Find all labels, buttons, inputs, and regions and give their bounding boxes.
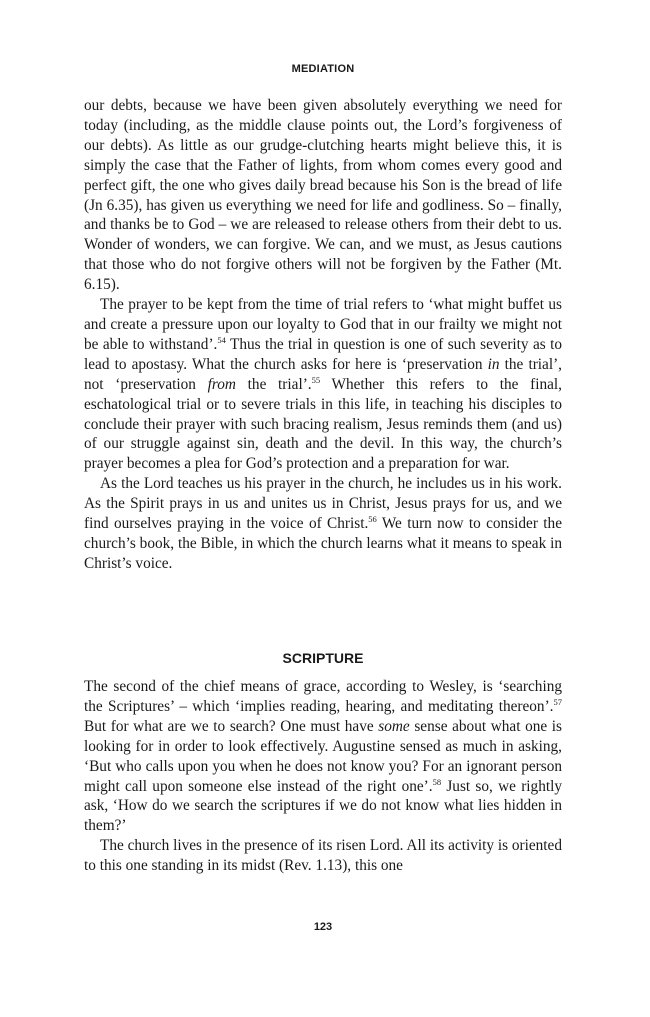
footnote-ref: 56 xyxy=(368,513,377,524)
running-head: MEDIATION xyxy=(291,63,355,75)
paragraph: our debts, because we have been given absolutely everything we need for today (including, as the middle clause points out, the Lord’s forgiveness of our debts). As little as our grudge-clutching hearts might believe this, it is simply the case that the Father of lights, from whom comes every good and perfect gift, the one who gives daily bread because his Son is the bread of life (Jn 6.35), has given us everything we need for life and godliness. So – finally, and thanks be to God – we are released to release others from their debt to us. Wonder of wonders, we can forgive. We can, and we must, as Jesus cautions that those who do not forgive others will not be forgiven by the Father (Mt. 6.15). xyxy=(84,97,562,294)
emphasis: from xyxy=(207,375,236,393)
paragraph: The second of the chief means of grace, according to Wesley, is ‘searching the Scriptures’ – which ‘implies reading, hearing, and meditating thereon’.$^{57}$ But for what are we to search? One must have some sense about what one is looking for in order to look effectively. Augustine sensed as much in asking, ‘But who calls upon you when he does not know you? For an ignorant person might call upon someone else instead of the right one’.$^{58}$ Just so, we rightly ask, ‘How do we search the scriptures if we do not know what lies hidden in them?’ xyxy=(84,678,562,835)
footnote-ref: 54 xyxy=(217,334,226,345)
paragraph: The prayer to be kept from the time of trial refers to ‘what might buffet us and create a pressure upon our loyalty to God that in our frailty we might not be able to withstand’.$^{54}$ Thus the trial in question is one of such severity as to lead to apostasy. What the church asks for here is ‘preservation in the trial’, not ‘preservation from the trial’.$^{55}$ Whether this refers to the final, eschatological trial or to severe trials in this life, in teaching his disciples to conclude their prayer with such bracing realism, Jesus reminds them (and us) of our struggle against sin, death and the devil. In this way, the church’s prayer becomes a plea for God’s protection and a preparation for war. xyxy=(84,296,563,473)
emphasis: some xyxy=(378,717,410,735)
emphasis: in xyxy=(487,355,500,373)
footnote-ref: 55 xyxy=(311,374,321,385)
footnote-ref: 57 xyxy=(553,696,562,707)
paragraph: As the Lord teaches us his prayer in the church, he includes us in his work. As the Spirit prays in us and unites us in Christ, Jesus prays for us, and we find ourselves praying in the voice of Christ.$^{56}$ We turn now to consider the church’s book, the Bible, in which the church learns what it means to speak in Christ’s voice. xyxy=(84,475,562,572)
body-text-section-1 xyxy=(84,96,562,574)
page-number: 123 xyxy=(313,921,333,933)
body-text-section-2 xyxy=(84,677,562,876)
footnote-ref: 58 xyxy=(432,776,442,787)
paragraph: The church lives in the presence of its risen Lord. All its activity is oriented to this one standing in its midst (Rev. 1.13), this one xyxy=(84,837,562,875)
section-heading: SCRIPTURE xyxy=(282,650,364,666)
